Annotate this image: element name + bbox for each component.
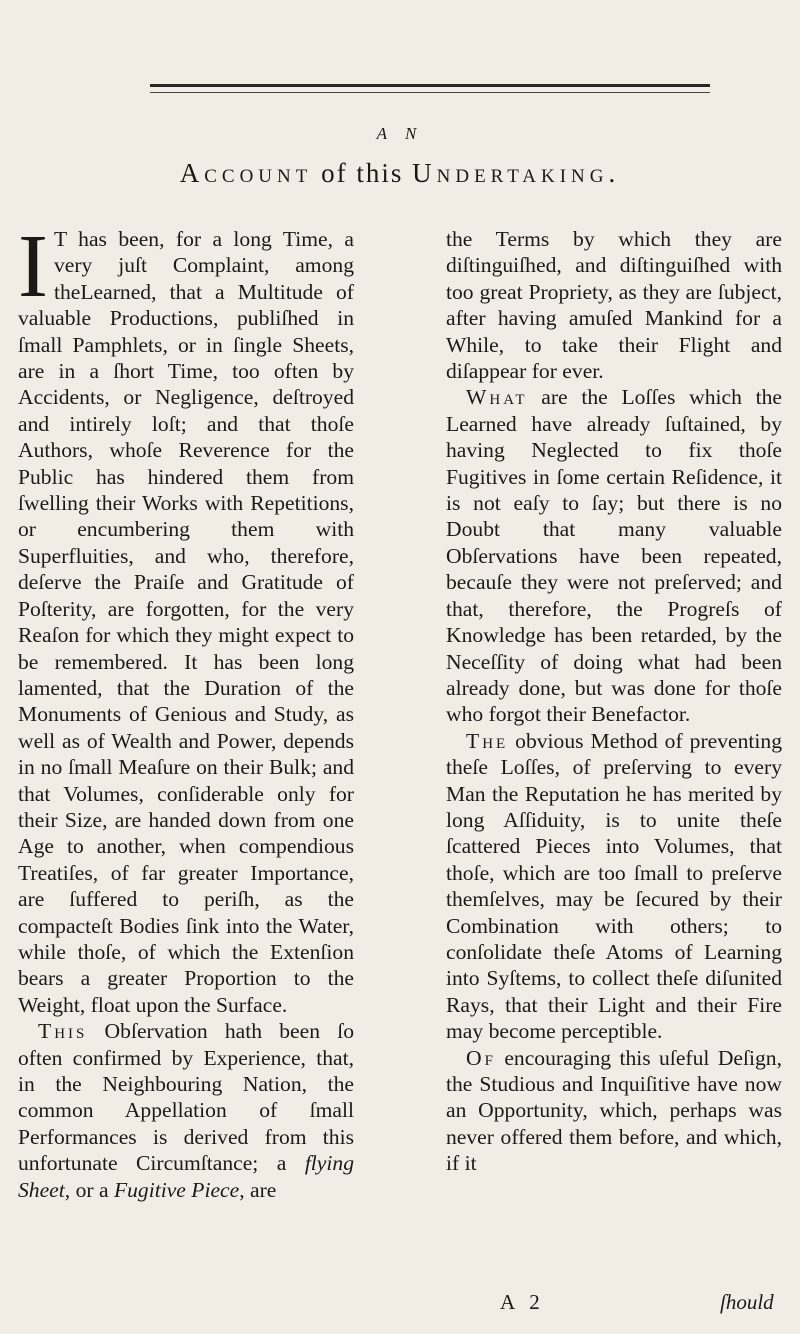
paragraph-lead: The (466, 728, 509, 753)
paragraph-lead: What (466, 385, 528, 410)
paragraph-text: , are (239, 1177, 277, 1202)
title-of: of this (321, 158, 404, 188)
paragraph-text: encouraging this uſeful Deſign, the Studious and Inquiſitive have now an Opportunity, which, perhaps was never offered them before, and which, if it (446, 1045, 782, 1176)
right-column (446, 226, 782, 1177)
title-lead: Account (179, 158, 313, 188)
top-rule-thin (150, 92, 710, 93)
title-tail: Undertaking. (412, 158, 621, 188)
paragraph (18, 217, 354, 1018)
paragraph: the Terms by which they are diſtinguiſhed, and diſtinguiſhed with too great Propriety, as they are ſubject, after having amuſed Mankind for a While, to take their Flight and diſappear for ever. (446, 227, 782, 384)
paragraph-lead: This (38, 1019, 88, 1044)
paragraph (446, 1045, 782, 1177)
paragraph-lead: Of (466, 1045, 496, 1070)
italic-term: Fugitive Piece (113, 1177, 240, 1202)
paragraph-text: Obſervation hath been ſo often confirmed by Experience, that, in the Neighbouring Nation, the common Appellation of ſmall Performances is derived from this unfortunate Circumſtance; a (18, 1019, 354, 1176)
catchword: ſhould (720, 1290, 774, 1314)
top-rule (150, 84, 710, 87)
paragraph (446, 728, 782, 1045)
paragraph-text: T has been, for a long Time, a very juſt Complaint, among theLearned, that a Multitude of valuable Productions, publiſhed in ſmall Pamphlets, or in ſingle Sheets, are in a ſhort Time, too often by Accidents, or Negligence, deſtroyed and intirely loſt; and that thoſe Authors, whoſe Reverence for the Public has hindered them from ſwelling their Works with Repetitions, or encumbering them with Superfluities, and who, therefore, deſerve the Praiſe and Gratitude of Poſterity, are forgotten, for the very Reaſon for which they might expect to be remembered. It has been long lamented, that the Duration of the Monuments of Genious and Study, as well as of Wealth and Power, depends in no ſmall Meaſure on their Bulk; and that Volumes, conſiderable only for their Size, are handed down from one Age to another, when compendious Treatiſes, of far greater Importance, are ſuffered to periſh, as the compacteſt Bodies ſink into the Water, while thoſe, of which the Extenſion bears a greater Proportion to the Weight, float upon the Surface. (18, 227, 354, 1017)
paragraph-text: obvious Method of preventing theſe Loſſes, of preſerving to every Man the Reputation he has merited by long Aſſiduity, is to unite theſe ſcattered Pieces into Volumes, that thoſe, which are too ſmall to preſerve themſelves, may be ſecured by their Combination with others; to conſolidate theſe Atoms of Learning into Syſtems, to collect theſe diſunited Rays, that their Light and their Fire may become perceptible. (446, 728, 782, 1044)
drop-cap: I (18, 217, 48, 316)
paragraph (446, 384, 782, 727)
paragraph (18, 1018, 354, 1203)
page-title (0, 158, 800, 189)
header-label: A N (376, 124, 424, 143)
italic-term: flying Sheet (18, 1151, 354, 1202)
paragraph-text: , or a (64, 1177, 114, 1202)
signature-mark: A 2 (500, 1290, 545, 1314)
left-column (18, 217, 354, 1203)
paragraph-text: are the Loſſes which the Learned have already ſuſtained, by having Neglected to fix thoſe Fugitives in ſome certain Reſidence, it is not eaſy to ſay; but there is no Doubt that many valuable Obſervations have been repeated, becauſe they were not preſerved; and that, therefore, the Progreſs of Knowledge has been retarded, by the Neceſſity of doing what had been already done, but was done for thoſe who forgot their Benefactor. (446, 385, 782, 727)
